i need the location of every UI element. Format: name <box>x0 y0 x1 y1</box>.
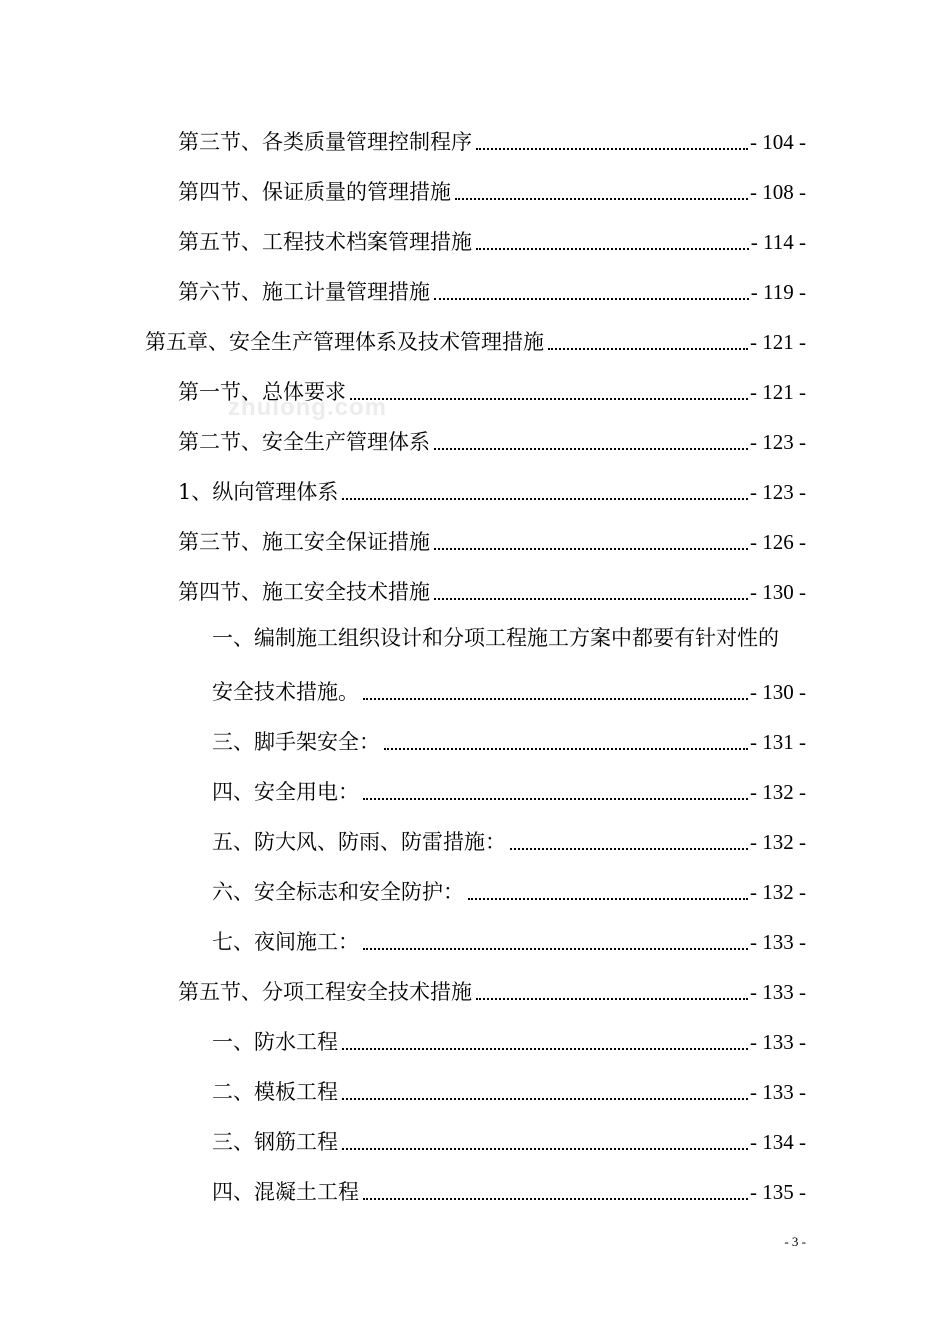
toc-entry-title: 第四节、施工安全技术措施 <box>178 580 430 604</box>
toc-entry[interactable] <box>212 1074 806 1106</box>
toc-entry-page: - 135 - <box>750 1180 806 1204</box>
toc-entry-page: - 130 - <box>750 680 806 704</box>
dot-leader <box>510 847 748 850</box>
dot-leader <box>342 497 748 500</box>
toc-entry-page: - 114 - <box>750 230 806 254</box>
toc-entry-page: - 104 - <box>750 130 806 154</box>
toc-entry-page: - 133 - <box>750 1030 806 1054</box>
toc-entry-title: 安全技术措施。 <box>212 680 359 704</box>
toc-entry-title: 第六节、施工计量管理措施 <box>178 280 430 304</box>
toc-entry[interactable] <box>212 824 806 856</box>
toc-entry[interactable] <box>178 124 806 156</box>
toc-entry-title: 三、脚手架安全： <box>212 730 380 754</box>
toc-entry[interactable] <box>212 724 806 756</box>
dot-leader <box>434 597 748 600</box>
toc-entry-page: - 121 - <box>750 330 806 354</box>
toc-entry-title-line1[interactable]: 一、编制施工组织设计和分项工程施工方案中都要有针对性的 <box>212 626 779 650</box>
toc-entry-page: - 134 - <box>750 1130 806 1154</box>
toc-entry-page: - 123 - <box>750 430 806 454</box>
toc-entry-title: 第五章、安全生产管理体系及技术管理措施 <box>145 330 544 354</box>
toc-entry-page: - 133 - <box>750 1080 806 1104</box>
dot-leader <box>548 347 748 350</box>
toc-entry-title: 第一节、总体要求 <box>178 380 346 404</box>
dot-leader <box>363 697 748 700</box>
toc-entry[interactable] <box>178 274 806 306</box>
toc-entry-page: - 132 - <box>750 780 806 804</box>
toc-entry[interactable] <box>178 974 806 1006</box>
toc-entry-page: - 132 - <box>750 880 806 904</box>
toc-entry-page: - 132 - <box>750 830 806 854</box>
page-number: - 3 - <box>784 1234 806 1249</box>
toc-entry-title: 一、防水工程 <box>212 1030 338 1054</box>
watermark: zhulong.com <box>228 394 387 421</box>
toc-entry-page: - 119 - <box>750 280 806 304</box>
toc-entry-title: 四、安全用电： <box>212 780 359 804</box>
toc-entry[interactable] <box>178 174 806 206</box>
toc-entry-title: 第五节、工程技术档案管理措施 <box>178 230 472 254</box>
dot-leader <box>476 997 748 1000</box>
toc-entry[interactable] <box>212 1124 806 1156</box>
dot-leader <box>363 947 748 950</box>
dot-leader <box>434 447 748 450</box>
toc-entry[interactable] <box>212 1024 806 1056</box>
toc-entry-title: 第五节、分项工程安全技术措施 <box>178 980 472 1004</box>
dot-leader <box>363 1197 748 1200</box>
toc-entry[interactable] <box>178 224 806 256</box>
toc-entry-title: 1、纵向管理体系 <box>178 480 339 504</box>
toc-entry-title: 第二节、安全生产管理体系 <box>178 430 430 454</box>
dot-leader <box>434 297 749 300</box>
toc-entry-page: - 121 - <box>750 380 806 404</box>
toc-entry[interactable] <box>178 574 806 606</box>
toc-entry[interactable] <box>178 424 806 456</box>
toc-entry[interactable] <box>212 1174 806 1206</box>
toc-entry[interactable] <box>178 474 806 506</box>
dot-leader <box>342 1097 748 1100</box>
dot-leader <box>350 397 748 400</box>
dot-leader <box>434 547 748 550</box>
toc-entry-page: - 133 - <box>750 980 806 1004</box>
toc-entry[interactable] <box>178 524 806 556</box>
toc-entry-title: 三、钢筋工程 <box>212 1130 338 1154</box>
dot-leader <box>468 897 748 900</box>
toc-entry-page: - 126 - <box>750 530 806 554</box>
toc-entry[interactable] <box>212 674 806 706</box>
toc-entry-page: - 131 - <box>750 730 806 754</box>
toc-entry-page: - 133 - <box>750 930 806 954</box>
toc-entry[interactable] <box>212 924 806 956</box>
toc-entry-title: 六、安全标志和安全防护： <box>212 880 464 904</box>
dot-leader <box>363 797 748 800</box>
toc-entry-title: 五、防大风、防雨、防雷措施： <box>212 830 506 854</box>
toc-entry-page: - 130 - <box>750 580 806 604</box>
dot-leader <box>476 147 748 150</box>
dot-leader <box>342 1147 748 1150</box>
toc-entry-page: - 123 - <box>750 480 806 504</box>
toc-entry-title: 第三节、各类质量管理控制程序 <box>178 130 472 154</box>
toc-entry[interactable] <box>178 374 806 406</box>
dot-leader <box>476 247 749 250</box>
dot-leader <box>384 747 748 750</box>
toc-entry-title: 四、混凝土工程 <box>212 1180 359 1204</box>
dot-leader <box>455 197 748 200</box>
toc-entry-title: 二、模板工程 <box>212 1080 338 1104</box>
toc-entry-title: 第四节、保证质量的管理措施 <box>178 180 451 204</box>
toc-entry[interactable] <box>212 874 806 906</box>
toc-entry-title: 七、夜间施工： <box>212 930 359 954</box>
toc-entry-page: - 108 - <box>750 180 806 204</box>
toc-entry[interactable] <box>212 774 806 806</box>
toc-entry-title: 第三节、施工安全保证措施 <box>178 530 430 554</box>
dot-leader <box>342 1047 748 1050</box>
toc-chapter-entry[interactable] <box>145 324 806 356</box>
